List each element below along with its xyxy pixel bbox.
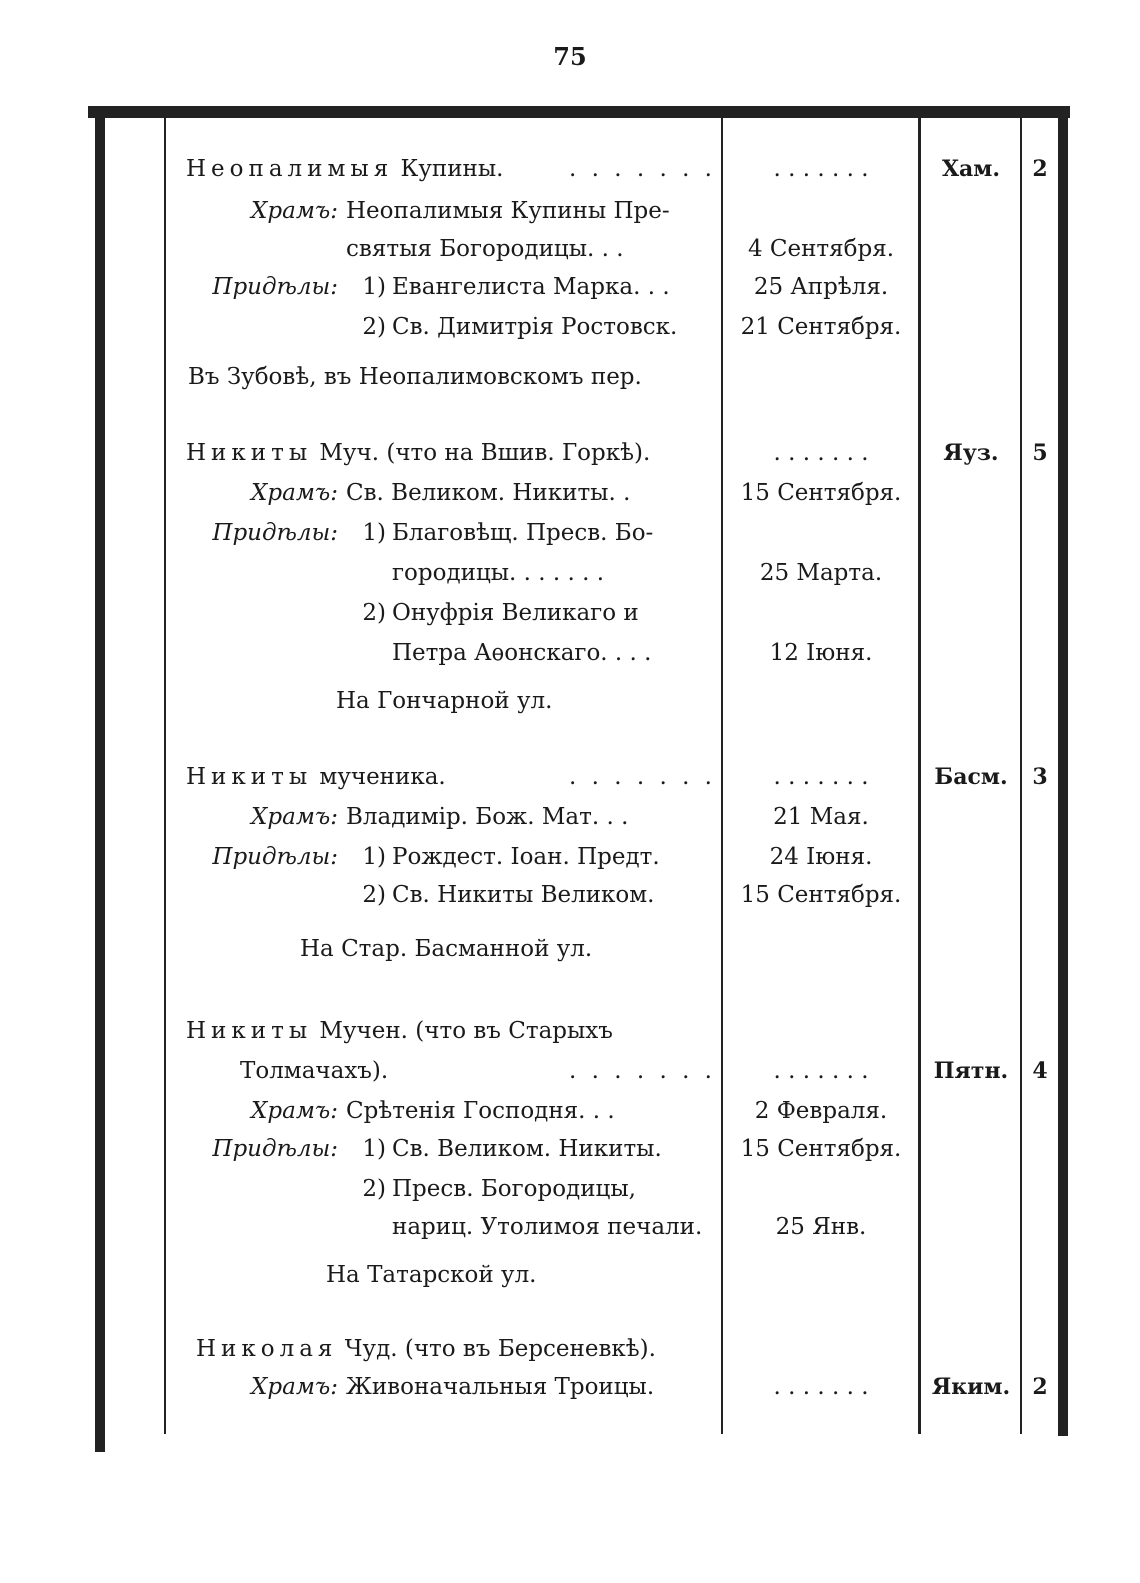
column-divider-number: [1020, 118, 1022, 1434]
chapel-date: 15 Сентября.: [740, 1136, 902, 1162]
number-cell: 2: [1032, 1374, 1048, 1400]
location-text: Въ Зубовѣ, въ Неопалимовскомъ пер.: [188, 364, 642, 390]
number-cell: 2: [1032, 156, 1048, 182]
chapel-line-cont: городицы. . . . . . .: [392, 560, 605, 586]
temple-date: 21 Мая.: [773, 804, 869, 830]
chapel-line: Придѣлы: 1) Рождест. Іоан. Предт.: [212, 844, 660, 870]
table-top-rule: [88, 106, 1070, 118]
dots-cell: . . . . . . .: [773, 1374, 869, 1400]
chapel-date: 15 Сентября.: [740, 882, 902, 908]
column-divider-name: [164, 118, 166, 1434]
dots-cell: . . . . . . .: [773, 764, 869, 790]
church-name: Неопалимыя Купины. . . . . . . .: [186, 156, 716, 182]
chapel-line: Придѣлы: 1) Благовѣщ. Пресв. Бо-: [212, 520, 654, 546]
chapel-date: 12 Іюня.: [769, 640, 873, 666]
temple-line: Храмъ: Владимір. Бож. Мат. . .: [251, 804, 629, 830]
temple-line: Храмъ: Срѣтенія Господня. . .: [251, 1098, 615, 1124]
location-text: На Татарской ул.: [326, 1262, 537, 1288]
chapel-line: 2) Пресв. Богородицы,: [362, 1176, 636, 1202]
district-cell: Пятн.: [933, 1058, 1009, 1084]
temple-line: Храмъ: Св. Великом. Никиты. .: [251, 480, 631, 506]
number-cell: 3: [1032, 764, 1048, 790]
church-name: Николая Чуд. (что въ Берсеневкѣ).: [196, 1336, 656, 1362]
district-cell: Яуз.: [943, 440, 999, 466]
temple-date: 2 Февраля.: [754, 1098, 888, 1124]
dots-cell: . . . . . . .: [773, 156, 869, 182]
district-cell: Басм.: [934, 764, 1008, 790]
chapel-date: 21 Сентября.: [740, 314, 902, 340]
temple-line: Храмъ: Неопалимыя Купины Пре-: [251, 198, 670, 224]
church-name-cont: Толмачахъ). . . . . . . .: [240, 1058, 716, 1084]
chapel-line: 2) Св. Никиты Великом.: [362, 882, 655, 908]
table-left-border: [95, 106, 105, 1452]
chapel-line-cont: Петра Аѳонскаго. . . .: [392, 640, 652, 666]
chapel-date: 24 Іюня.: [769, 844, 873, 870]
chapel-date: 25 Янв.: [775, 1214, 867, 1240]
column-divider-district: [918, 118, 921, 1434]
chapel-line: Придѣлы: 1) Св. Великом. Никиты.: [212, 1136, 662, 1162]
number-cell: 4: [1032, 1058, 1048, 1084]
chapel-line: 2) Св. Димитрія Ростовск.: [362, 314, 678, 340]
page-number: 75: [553, 42, 587, 71]
location-text: На Стар. Басманной ул.: [300, 936, 593, 962]
number-cell: 5: [1032, 440, 1048, 466]
chapel-line: Придѣлы: 1) Евангелиста Марка. . .: [212, 274, 670, 300]
chapel-line: 2) Онуфрія Великаго и: [362, 600, 639, 626]
district-cell: Яким.: [931, 1374, 1011, 1400]
church-name: Никиты Мучен. (что въ Старыхъ: [186, 1018, 613, 1044]
district-cell: Хам.: [941, 156, 1001, 182]
location-text: На Гончарной ул.: [336, 688, 553, 714]
temple-line-cont: святыя Богородицы. . .: [346, 236, 624, 262]
table-right-border: [1058, 106, 1068, 1436]
church-name: Никиты мученика. . . . . . . .: [186, 764, 716, 790]
chapel-date: 25 Марта.: [759, 560, 883, 586]
temple-line: Храмъ: Живоначальныя Троицы.: [251, 1374, 655, 1400]
temple-date: 4 Сентября.: [747, 236, 895, 262]
chapel-date: 25 Апрѣля.: [753, 274, 889, 300]
dots-cell: . . . . . . .: [773, 1058, 869, 1084]
church-name: Никиты Муч. (что на Вшив. Горкѣ).: [186, 440, 651, 466]
dots-cell: . . . . . . .: [773, 440, 869, 466]
temple-date: 15 Сентября.: [740, 480, 902, 506]
chapel-line-cont: нариц. Утолимоя печали.: [392, 1214, 703, 1240]
